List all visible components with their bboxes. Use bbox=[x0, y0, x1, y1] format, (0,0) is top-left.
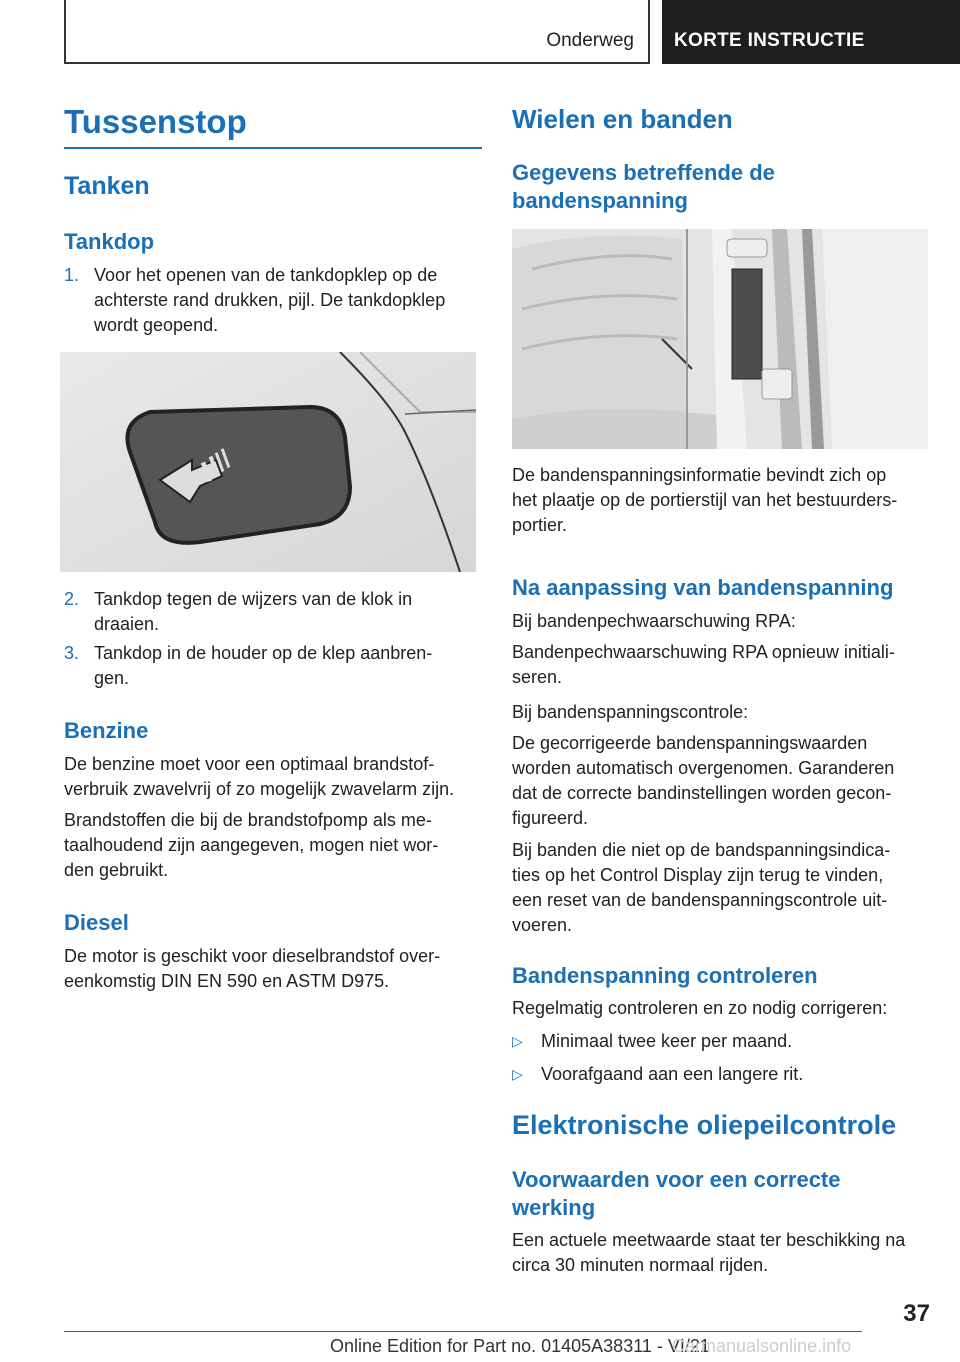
page-number: 37 bbox=[903, 1300, 930, 1327]
step-text: Tankdop tegen de wijzers van de klok in draaien. bbox=[94, 589, 413, 634]
step-number: 1. bbox=[64, 265, 80, 285]
na-paragraph-1: Bij bandenpechwaarschuwing RPA: bbox=[512, 611, 796, 631]
footer-rule bbox=[64, 1331, 862, 1332]
heading-na-aanpassing: Na aanpassing van bandenspanning bbox=[512, 575, 894, 600]
step-text: Tankdop in de houder op de klep aanbren- gen. bbox=[94, 643, 433, 688]
heading-controleren: Bandenspanning controleren bbox=[512, 963, 818, 988]
footer-edition bbox=[330, 1336, 852, 1357]
benzine-paragraph-2: Brandstoffen die bij de brandstofpomp als me- taalhoudend zijn aangegeven, mogen niet wor- den gebruikt. bbox=[64, 810, 439, 880]
heading-tanken: Tanken bbox=[64, 172, 150, 200]
step-number: 2. bbox=[64, 589, 80, 609]
header-section-box bbox=[64, 0, 650, 64]
header-chapter: KORTE INSTRUCTIE bbox=[674, 30, 865, 51]
footer-watermark: Carmanualsonline.info bbox=[672, 1336, 852, 1356]
voorwaarden-paragraph: Een actuele meetwaarde staat ter beschikking na circa 30 minuten normaal rijden. bbox=[512, 1230, 906, 1275]
bullet-marker-icon: ▷ bbox=[512, 1033, 523, 1049]
door-pillar-image bbox=[512, 229, 928, 449]
list-item: Voorafgaand aan een langere rit. bbox=[541, 1064, 804, 1084]
bandenspanning-info-paragraph: De bandenspanningsinformatie bevindt zich op het plaatje op de portierstijl van het bestuurders- portier. bbox=[512, 465, 898, 535]
header-section: Onderweg bbox=[546, 30, 634, 51]
header-chapter-box bbox=[662, 0, 960, 64]
na-paragraph-5: Bij banden die niet op de bandspanningsindica- ties op het Control Display zijn terug te vinden, een reset van de bandenspanningscontrole uit- voeren. bbox=[512, 840, 891, 935]
title-rule bbox=[64, 147, 482, 149]
step-text: Voor het openen van de tankdopklep op de achterste rand drukken, pijl. De tankdopklep wordt geopend. bbox=[94, 265, 446, 335]
heading-wielen: Wielen en banden bbox=[512, 104, 733, 134]
heading-gegevens: Gegevens betreffende de bandenspanning bbox=[512, 160, 775, 213]
controleren-paragraph: Regelmatig controleren en zo nodig corrigeren: bbox=[512, 998, 888, 1018]
fuel-flap-image bbox=[60, 352, 476, 572]
heading-diesel: Diesel bbox=[64, 910, 129, 935]
na-paragraph-3: Bij bandenspanningscontrole: bbox=[512, 702, 749, 722]
heading-oliepeil: Elektronische oliepeilcontrole bbox=[512, 1110, 897, 1140]
na-paragraph-2: Bandenpechwaarschuwing RPA opnieuw initiali- seren. bbox=[512, 642, 895, 687]
footer-edition-text: Online Edition for Part no. 01405A38311 - VI/21 bbox=[330, 1336, 710, 1356]
list-item: Minimaal twee keer per maand. bbox=[541, 1031, 793, 1051]
na-paragraph-4: De gecorrigeerde bandenspanningswaarden worden automatisch overgenomen. Garanderen dat de correcte bandinstellingen worden gecon- figureerd. bbox=[512, 733, 895, 828]
bullet-marker-icon: ▷ bbox=[512, 1066, 523, 1082]
benzine-paragraph-1: De benzine moet voor een optimaal brandstof- verbruik zwavelvrij of zo mogelijk zwavelarm zijn. bbox=[64, 754, 455, 799]
diesel-paragraph: De motor is geschikt voor dieselbrandstof over- eenkomstig DIN EN 590 en ASTM D975. bbox=[64, 946, 441, 991]
step-number: 3. bbox=[64, 643, 80, 663]
heading-benzine: Benzine bbox=[64, 718, 149, 743]
page-title: Tussenstop bbox=[64, 103, 247, 140]
heading-tankdop: Tankdop bbox=[64, 229, 155, 254]
heading-voorwaarden: Voorwaarden voor een correcte werking bbox=[512, 1167, 841, 1220]
